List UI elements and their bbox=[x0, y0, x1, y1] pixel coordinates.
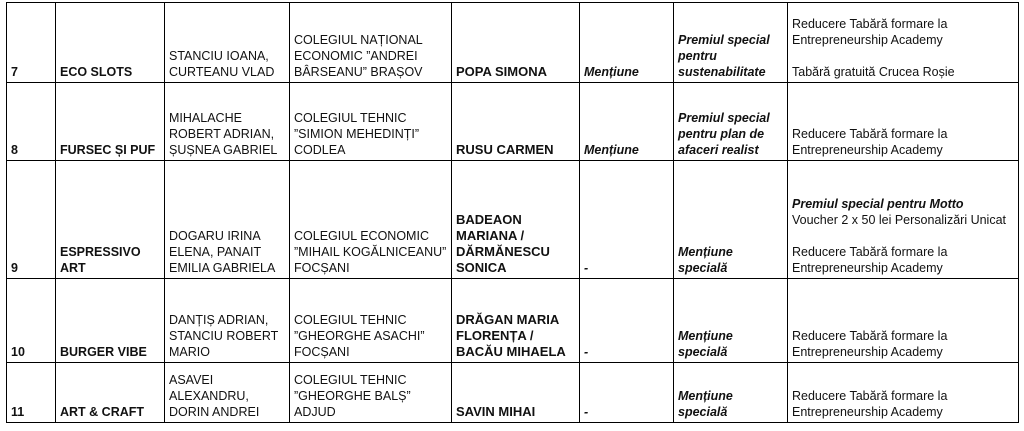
prizes-cell bbox=[788, 279, 1019, 363]
mentor-cell: DRĂGAN MARIA FLORENȚA / BACĂU MIHAELA bbox=[452, 279, 580, 363]
place-cell: - bbox=[580, 161, 674, 279]
table-row bbox=[7, 363, 1019, 423]
students-cell: DANȚIȘ ADRIAN, STANCIU ROBERT MARIO bbox=[165, 279, 290, 363]
table-row bbox=[7, 3, 1019, 83]
table-row bbox=[7, 279, 1019, 363]
special-award-cell: Mențiune specială bbox=[674, 279, 788, 363]
prize-line: Reducere Tabără formare la Entrepreneurship Academy bbox=[792, 389, 948, 419]
school-cell: COLEGIUL TEHNIC ”GHEORGHE BALȘ” ADJUD bbox=[290, 363, 452, 423]
awards-table bbox=[6, 2, 1019, 423]
team-name: BURGER VIBE bbox=[56, 279, 165, 363]
prize-line: Reducere Tabără formare la Entrepreneurship Academy bbox=[792, 329, 948, 359]
special-award-cell: Premiul special pentru plan de afaceri realist bbox=[674, 83, 788, 161]
students-cell: DOGARU IRINA ELENA, PANAIT EMILIA GABRIELA bbox=[165, 161, 290, 279]
row-number: 8 bbox=[7, 83, 56, 161]
students-cell: STANCIU IOANA, CURTEANU VLAD bbox=[165, 3, 290, 83]
special-award-cell: Mențiune specială bbox=[674, 363, 788, 423]
school-cell: COLEGIUL ECONOMIC ”MIHAIL KOGĂLNICEANU” FOCȘANI bbox=[290, 161, 452, 279]
table-row bbox=[7, 83, 1019, 161]
mentor-cell: SAVIN MIHAI bbox=[452, 363, 580, 423]
prizes-cell bbox=[788, 83, 1019, 161]
place-cell: - bbox=[580, 363, 674, 423]
prizes-cell bbox=[788, 161, 1019, 279]
row-number: 11 bbox=[7, 363, 56, 423]
prize-line: Reducere Tabără formare la Entrepreneurship Academy bbox=[792, 127, 948, 157]
prizes-cell bbox=[788, 3, 1019, 83]
row-number: 9 bbox=[7, 161, 56, 279]
school-cell: COLEGIUL NAȚIONAL ECONOMIC ”ANDREI BÂRSEANU” BRAȘOV bbox=[290, 3, 452, 83]
team-name: FURSEC ȘI PUF bbox=[56, 83, 165, 161]
row-number: 10 bbox=[7, 279, 56, 363]
prize-line: Voucher 2 x 50 lei Personalizări Unicat bbox=[792, 213, 1007, 227]
row-number: 7 bbox=[7, 3, 56, 83]
prize-line: Tabără gratuită Crucea Roșie bbox=[792, 65, 955, 79]
school-cell: COLEGIUL TEHNIC ”GHEORGHE ASACHI” FOCȘANI bbox=[290, 279, 452, 363]
table-row bbox=[7, 161, 1019, 279]
place-cell: Mențiune bbox=[580, 3, 674, 83]
students-cell: MIHALACHE ROBERT ADRIAN, ȘUȘNEA GABRIEL bbox=[165, 83, 290, 161]
prizes-cell bbox=[788, 363, 1019, 423]
prize-line: Reducere Tabără formare la Entrepreneurship Academy bbox=[792, 17, 948, 47]
place-cell: - bbox=[580, 279, 674, 363]
prize-special-line: Premiul special pentru Motto bbox=[792, 197, 964, 211]
mentor-cell: RUSU CARMEN bbox=[452, 83, 580, 161]
place-cell: Mențiune bbox=[580, 83, 674, 161]
team-name: ECO SLOTS bbox=[56, 3, 165, 83]
school-cell: COLEGIUL TEHNIC ”SIMION MEHEDINȚI” CODLEA bbox=[290, 83, 452, 161]
special-award-cell: Premiul special pentru sustenabilitate bbox=[674, 3, 788, 83]
mentor-cell: POPA SIMONA bbox=[452, 3, 580, 83]
students-cell: ASAVEI ALEXANDRU, DORIN ANDREI bbox=[165, 363, 290, 423]
team-name: ART & CRAFT bbox=[56, 363, 165, 423]
mentor-cell: BADEAON MARIANA / DĂRMĂNESCU SONICA bbox=[452, 161, 580, 279]
team-name: ESPRESSIVO ART bbox=[56, 161, 165, 279]
prize-line: Reducere Tabără formare la Entrepreneurship Academy bbox=[792, 245, 948, 275]
special-award-cell: Mențiune specială bbox=[674, 161, 788, 279]
